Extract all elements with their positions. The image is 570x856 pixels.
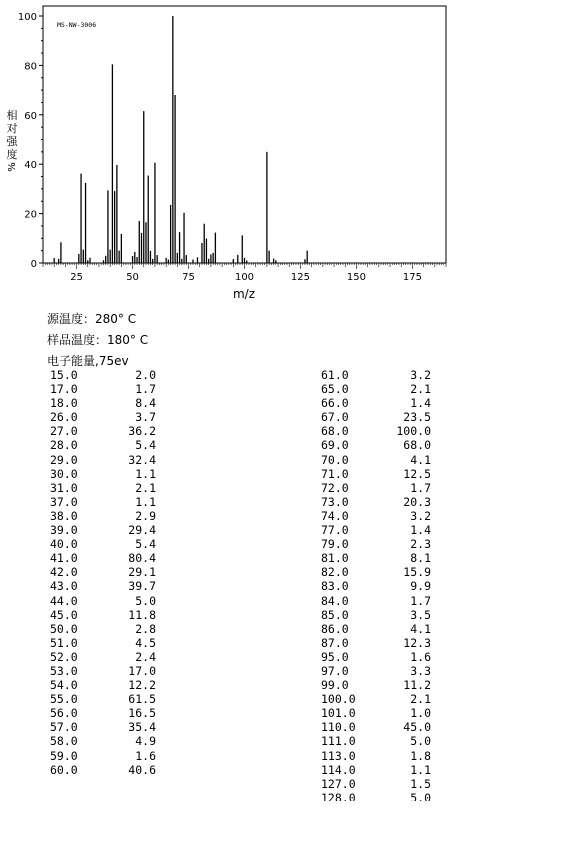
x-axis-label: m/z: [232, 287, 256, 301]
mz-value: 56.0: [50, 706, 78, 721]
x-tick-label: 100: [234, 272, 255, 283]
intensity-value: 35.4: [128, 720, 156, 735]
peak-row: [321, 410, 431, 424]
intensity-value: 12.5: [403, 466, 431, 481]
peak-row: [321, 791, 431, 801]
intensity-value: 2.3: [410, 537, 431, 552]
intensity-value: 5.0: [410, 790, 431, 801]
intensity-value: 23.5: [403, 410, 431, 425]
intensity-value: 1.4: [410, 396, 431, 411]
peak-row: [321, 777, 431, 791]
plot-frame: [43, 6, 446, 263]
intensity-value: 11.8: [128, 607, 156, 622]
mz-value: 44.0: [50, 593, 78, 608]
mz-value: 55.0: [50, 692, 78, 707]
intensity-value: 40.6: [128, 762, 156, 777]
mz-value: 51.0: [50, 635, 78, 650]
mz-value: 17.0: [50, 382, 78, 397]
intensity-value: 8.1: [410, 551, 431, 566]
peak-row: [50, 763, 156, 777]
y-tick-label: 0: [30, 259, 37, 270]
intensity-value: 4.9: [135, 734, 156, 749]
intensity-value: 12.3: [403, 635, 431, 650]
mz-value: 83.0: [321, 579, 349, 594]
mz-value: 81.0: [321, 551, 349, 566]
intensity-value: 3.2: [410, 508, 431, 523]
mz-value: 31.0: [50, 480, 78, 495]
mz-value: 86.0: [321, 621, 349, 636]
peak-row: [50, 467, 156, 481]
mz-value: 72.0: [321, 480, 349, 495]
mz-value: 42.0: [50, 565, 78, 580]
peak-row: [321, 734, 431, 748]
mz-value: 30.0: [50, 466, 78, 481]
peak-row: [321, 720, 431, 734]
peak-row: [321, 608, 431, 622]
peak-row: [50, 565, 156, 579]
mz-value: 84.0: [321, 593, 349, 608]
intensity-value: 80.4: [128, 551, 156, 566]
intensity-value: 29.4: [128, 523, 156, 538]
mz-value: 73.0: [321, 494, 349, 509]
intensity-value: 39.7: [128, 579, 156, 594]
peak-row: [321, 594, 431, 608]
mz-value: 65.0: [321, 382, 349, 397]
peak-row: [321, 467, 431, 481]
y-axis-label-char: 相: [6, 109, 18, 122]
mz-value: 18.0: [50, 396, 78, 411]
peak-row: [321, 664, 431, 678]
mz-value: 114.0: [321, 762, 356, 777]
mz-value: 85.0: [321, 607, 349, 622]
intensity-value: 5.4: [135, 438, 156, 453]
peak-row: [50, 734, 156, 748]
electron-energy: 电子能量,75ev: [47, 354, 129, 368]
y-tick-label: 80: [24, 61, 37, 73]
mz-value: 68.0: [321, 424, 349, 439]
peak-row: [50, 410, 156, 424]
peak-row: [50, 368, 156, 382]
peak-row: [321, 495, 431, 509]
intensity-value: 9.9: [410, 579, 431, 594]
mz-value: 70.0: [321, 452, 349, 467]
source-temperature: 源温度：280° C: [47, 312, 137, 326]
intensity-value: 1.6: [410, 649, 431, 664]
intensity-value: 1.1: [135, 466, 156, 481]
intensity-value: 2.4: [135, 649, 156, 664]
intensity-value: 29.1: [128, 565, 156, 580]
mz-value: 69.0: [321, 438, 349, 453]
mz-value: 97.0: [321, 663, 349, 678]
peak-row: [50, 481, 156, 495]
mz-value: 77.0: [321, 523, 349, 538]
peak-row: [321, 438, 431, 452]
intensity-value: 61.5: [128, 692, 156, 707]
mz-value: 101.0: [321, 706, 356, 721]
peak-row: [50, 650, 156, 664]
mz-value: 53.0: [50, 663, 78, 678]
mz-value: 57.0: [50, 720, 78, 735]
peak-row: [50, 706, 156, 720]
intensity-value: 4.5: [135, 635, 156, 650]
mz-value: 58.0: [50, 734, 78, 749]
peak-row: [321, 706, 431, 720]
intensity-value: 4.1: [410, 621, 431, 636]
peak-row: [321, 396, 431, 410]
mz-value: 87.0: [321, 635, 349, 650]
peak-row: [321, 368, 431, 382]
mz-value: 127.0: [321, 776, 356, 791]
mz-value: 37.0: [50, 494, 78, 509]
intensity-value: 100.0: [396, 424, 431, 439]
peak-row: [321, 636, 431, 650]
y-tick-label: 40: [24, 160, 37, 172]
mz-value: 59.0: [50, 748, 78, 763]
mz-value: 29.0: [50, 452, 78, 467]
peaks: [54, 16, 307, 263]
y-tick-label: 60: [24, 110, 37, 122]
mz-value: 54.0: [50, 678, 78, 693]
peak-row: [321, 453, 431, 467]
intensity-value: 5.4: [135, 537, 156, 552]
mz-value: 61.0: [321, 368, 349, 382]
peak-row: [50, 579, 156, 593]
peak-row: [321, 424, 431, 438]
x-tick-label: 75: [182, 272, 195, 283]
mz-value: 39.0: [50, 523, 78, 538]
intensity-value: 3.3: [410, 663, 431, 678]
peak-row: [321, 565, 431, 579]
intensity-value: 3.7: [135, 410, 156, 425]
mz-value: 60.0: [50, 762, 78, 777]
mz-value: 40.0: [50, 537, 78, 552]
intensity-value: 1.4: [410, 523, 431, 538]
mz-value: 100.0: [321, 692, 356, 707]
intensity-value: 1.1: [410, 762, 431, 777]
peak-row: [50, 509, 156, 523]
mz-value: 82.0: [321, 565, 349, 580]
intensity-value: 45.0: [403, 720, 431, 735]
peak-row: [321, 692, 431, 706]
intensity-value: 5.0: [135, 593, 156, 608]
intensity-value: 2.8: [135, 621, 156, 636]
peak-row: [321, 551, 431, 565]
intensity-value: 1.0: [410, 706, 431, 721]
peak-row: [50, 692, 156, 706]
mz-value: 41.0: [50, 551, 78, 566]
x-tick-label: 175: [402, 272, 422, 283]
intensity-value: 17.0: [128, 663, 156, 678]
mz-value: 43.0: [50, 579, 78, 594]
peak-table-left: [50, 368, 156, 777]
peak-row: [321, 537, 431, 551]
intensity-value: 11.2: [403, 678, 431, 693]
mz-value: 45.0: [50, 607, 78, 622]
peak-row: [50, 523, 156, 537]
intensity-value: 2.1: [135, 480, 156, 495]
y-tick-label: 100: [17, 12, 37, 23]
peak-row: [50, 537, 156, 551]
y-axis-label-char: 对: [6, 122, 18, 135]
mz-value: 71.0: [321, 466, 349, 481]
intensity-value: 1.1: [135, 494, 156, 509]
y-axis-label-percent: %: [7, 162, 18, 172]
peak-row: [321, 650, 431, 664]
peak-row: [321, 579, 431, 593]
x-tick-label: 25: [70, 272, 83, 283]
intensity-value: 1.7: [410, 593, 431, 608]
x-tick-label: 125: [290, 272, 311, 283]
peak-row: [50, 678, 156, 692]
y-axis-label: [7, 108, 19, 172]
mz-value: 95.0: [321, 649, 349, 664]
mz-value: 26.0: [50, 410, 78, 425]
peak-table-right: [321, 368, 431, 801]
peak-row: [50, 495, 156, 509]
intensity-value: 2.9: [135, 508, 156, 523]
y-axis-label-char: 度: [6, 148, 18, 161]
peak-row: [321, 382, 431, 396]
intensity-value: 3.5: [410, 607, 431, 622]
x-axis: [43, 263, 446, 283]
intensity-value: 1.7: [135, 382, 156, 397]
intensity-value: 32.4: [128, 452, 156, 467]
intensity-value: 2.1: [410, 692, 431, 707]
mz-value: 113.0: [321, 748, 356, 763]
intensity-value: 1.5: [410, 776, 431, 791]
inset-label: MS-NW-3006: [57, 21, 97, 29]
intensity-value: 68.0: [403, 438, 431, 453]
peak-row: [321, 523, 431, 537]
peak-row: [50, 382, 156, 396]
peak-row: [321, 749, 431, 763]
peak-row: [50, 551, 156, 565]
mz-value: 111.0: [321, 734, 356, 749]
x-tick-label: 50: [126, 272, 139, 283]
peak-row: [50, 594, 156, 608]
mz-value: 15.0: [50, 368, 78, 382]
intensity-value: 1.8: [410, 748, 431, 763]
mass-spectrum-chart: [0, 0, 570, 310]
peak-row: [50, 622, 156, 636]
intensity-value: 15.9: [403, 565, 431, 580]
peak-row: [50, 438, 156, 452]
intensity-value: 36.2: [128, 424, 156, 439]
mz-value: 74.0: [321, 508, 349, 523]
peak-row: [50, 664, 156, 678]
peak-row: [50, 424, 156, 438]
intensity-value: 8.4: [135, 396, 156, 411]
intensity-value: 12.2: [128, 678, 156, 693]
mz-value: 50.0: [50, 621, 78, 636]
intensity-value: 2.0: [135, 368, 156, 382]
peak-row: [50, 453, 156, 467]
intensity-value: 2.1: [410, 382, 431, 397]
mz-value: 67.0: [321, 410, 349, 425]
y-tick-label: 20: [24, 209, 37, 221]
peak-row: [321, 622, 431, 636]
sample-temperature: 样品温度：180° C: [47, 333, 149, 347]
peak-row: [321, 763, 431, 777]
mz-value: 99.0: [321, 678, 349, 693]
intensity-value: 1.6: [135, 748, 156, 763]
x-tick-label: 150: [346, 272, 366, 283]
y-axis: [18, 12, 43, 270]
peak-row: [50, 720, 156, 734]
y-axis-label-char: 强: [6, 135, 18, 148]
peak-table-right-clip: [300, 368, 500, 801]
peak-row: [50, 608, 156, 622]
peak-row: [50, 749, 156, 763]
intensity-value: 16.5: [128, 706, 156, 721]
mz-value: 66.0: [321, 396, 349, 411]
intensity-value: 5.0: [410, 734, 431, 749]
intensity-value: 4.1: [410, 452, 431, 467]
intensity-value: 1.7: [410, 480, 431, 495]
mz-value: 128.0: [321, 790, 356, 801]
peak-row: [321, 678, 431, 692]
peak-row: [321, 481, 431, 495]
mz-value: 27.0: [50, 424, 78, 439]
mz-value: 38.0: [50, 508, 78, 523]
intensity-value: 20.3: [403, 494, 431, 509]
peak-row: [321, 509, 431, 523]
intensity-value: 3.2: [410, 368, 431, 382]
mz-value: 52.0: [50, 649, 78, 664]
mz-value: 110.0: [321, 720, 356, 735]
peak-row: [50, 396, 156, 410]
peak-row: [50, 636, 156, 650]
mz-value: 79.0: [321, 537, 349, 552]
mz-value: 28.0: [50, 438, 78, 453]
